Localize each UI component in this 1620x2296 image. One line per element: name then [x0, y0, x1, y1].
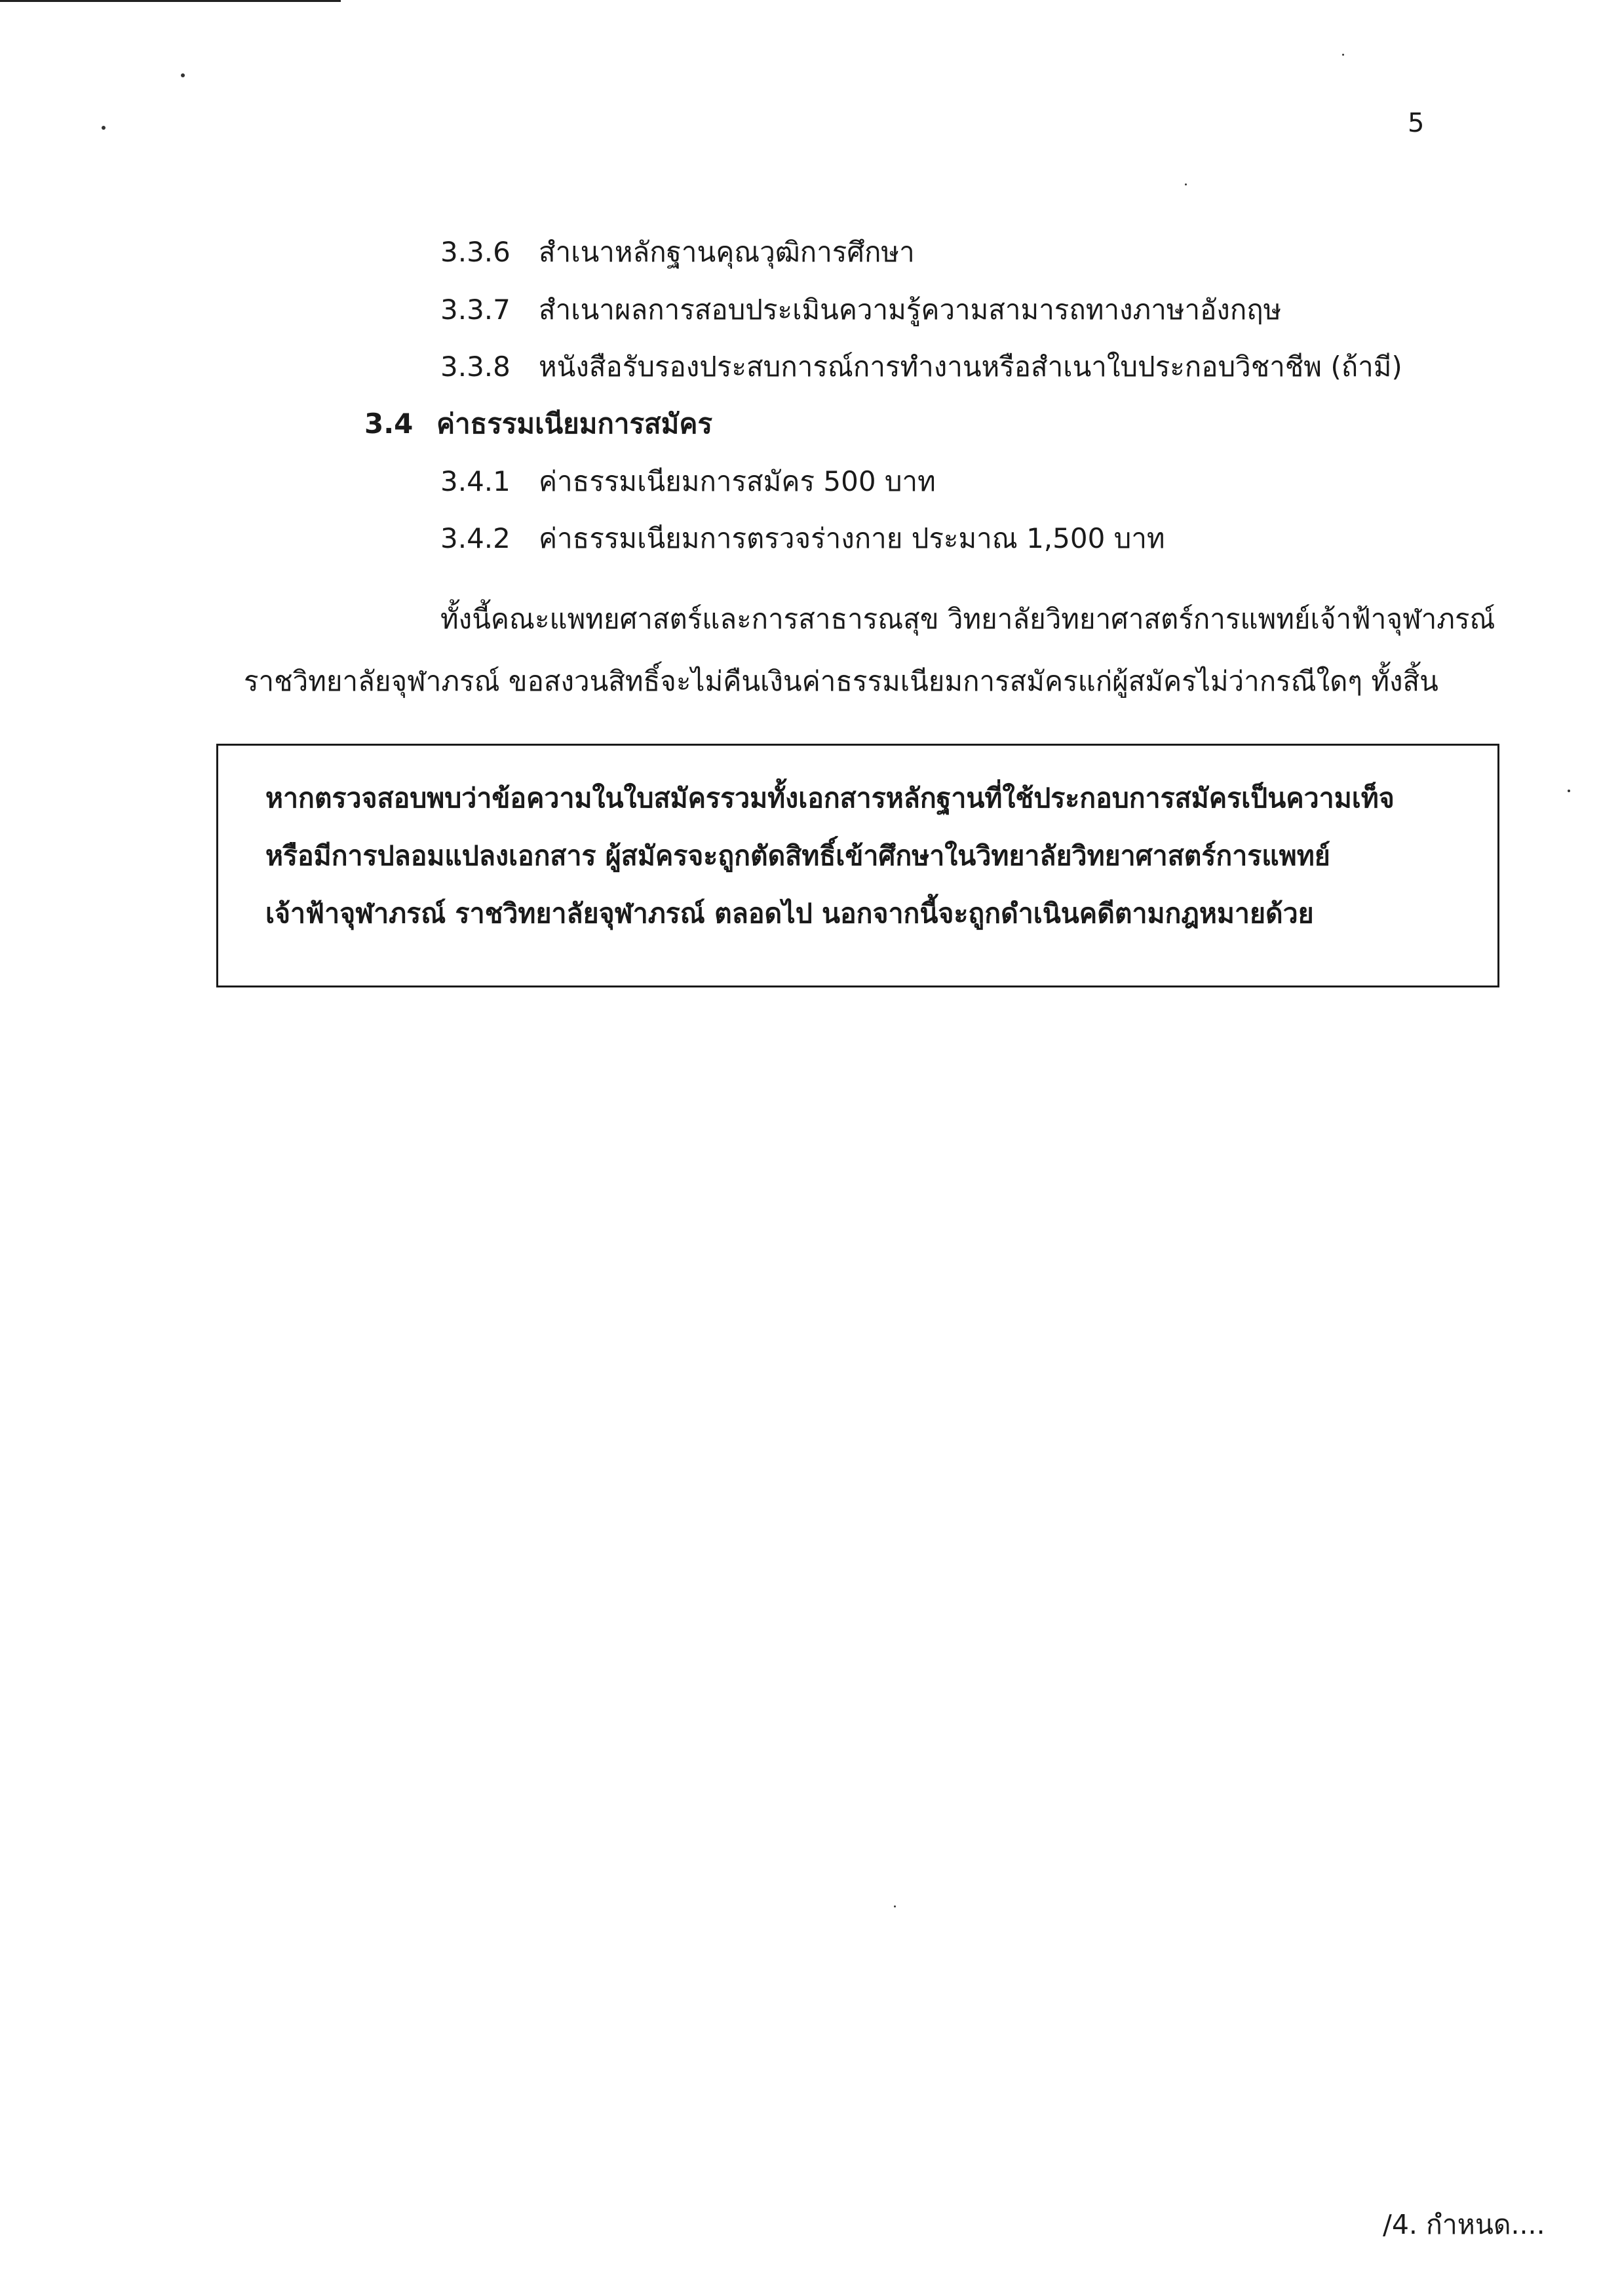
list-item-number: 3.3.8 [440, 351, 511, 383]
list-item-text: ค่าธรรมเนียมการสมัคร 500 บาท [539, 465, 936, 497]
continuation-note: /4. กำหนด.... [1383, 2209, 1545, 2240]
notice-line: หากตรวจสอบพบว่าข้อความในใบสมัครรวมทั้งเอกสารหลักฐานที่ใช้ประกอบการสมัครเป็นความเท็จ [265, 782, 1395, 814]
list-item [440, 233, 915, 272]
section-heading [364, 404, 712, 444]
scan-speck [181, 73, 185, 77]
scan-speck [894, 1905, 896, 1907]
scan-speck [1185, 183, 1187, 185]
paragraph-line: ราชวิทยาลัยจุฬาภรณ์ ขอสงวนสิทธิ์จะไม่คืนเงินค่าธรรมเนียมการสมัครแก่ผู้สมัครไม่ว่ากรณีใดๆ ทั้งสิ้น [244, 665, 1438, 697]
list-item [440, 462, 936, 501]
scan-top-edge-line [0, 0, 341, 2]
list-item-text: ค่าธรรมเนียมการตรวจร่างกาย ประมาณ 1,500 บาท [539, 522, 1165, 554]
list-item [440, 347, 1402, 387]
notice-line: เจ้าฟ้าจุฬาภรณ์ ราชวิทยาลัยจุฬาภรณ์ ตลอดไป นอกจากนี้จะถูกดำเนินคดีตามกฎหมายด้วย [265, 898, 1314, 929]
list-item-number: 3.4.2 [440, 522, 511, 554]
scan-speck [102, 126, 106, 130]
page-number: 5 [1408, 108, 1425, 138]
list-item-number: 3.4.1 [440, 465, 511, 497]
scan-speck [1568, 790, 1570, 792]
list-item [440, 290, 1281, 330]
scan-speck [1342, 54, 1344, 56]
list-item-text: หนังสือรับรองประสบการณ์การทำงานหรือสำเนาใบประกอบวิชาชีพ (ถ้ามี) [539, 351, 1402, 383]
list-item-number: 3.3.6 [440, 236, 511, 268]
list-item-number: 3.3.7 [440, 294, 511, 326]
section-number: 3.4 [364, 408, 414, 440]
notice-box [216, 744, 1499, 987]
list-item-text: สำเนาผลการสอบประเมินความรู้ความสามารถทางภาษาอังกฤษ [539, 294, 1282, 326]
notice-line: หรือมีการปลอมแปลงเอกสาร ผู้สมัครจะถูกตัดสิทธิ์เข้าศึกษาในวิทยาลัยวิทยาศาสตร์การแพทย์ [265, 840, 1330, 871]
paragraph-line: ทั้งนี้คณะแพทยศาสตร์และการสาธารณสุข วิทยาลัยวิทยาศาสตร์การแพทย์เจ้าฟ้าจุฬาภรณ์ [440, 603, 1495, 635]
list-item [440, 519, 1165, 558]
list-item-text: สำเนาหลักฐานคุณวุฒิการศึกษา [539, 236, 915, 268]
section-title: ค่าธรรมเนียมการสมัคร [436, 408, 713, 440]
